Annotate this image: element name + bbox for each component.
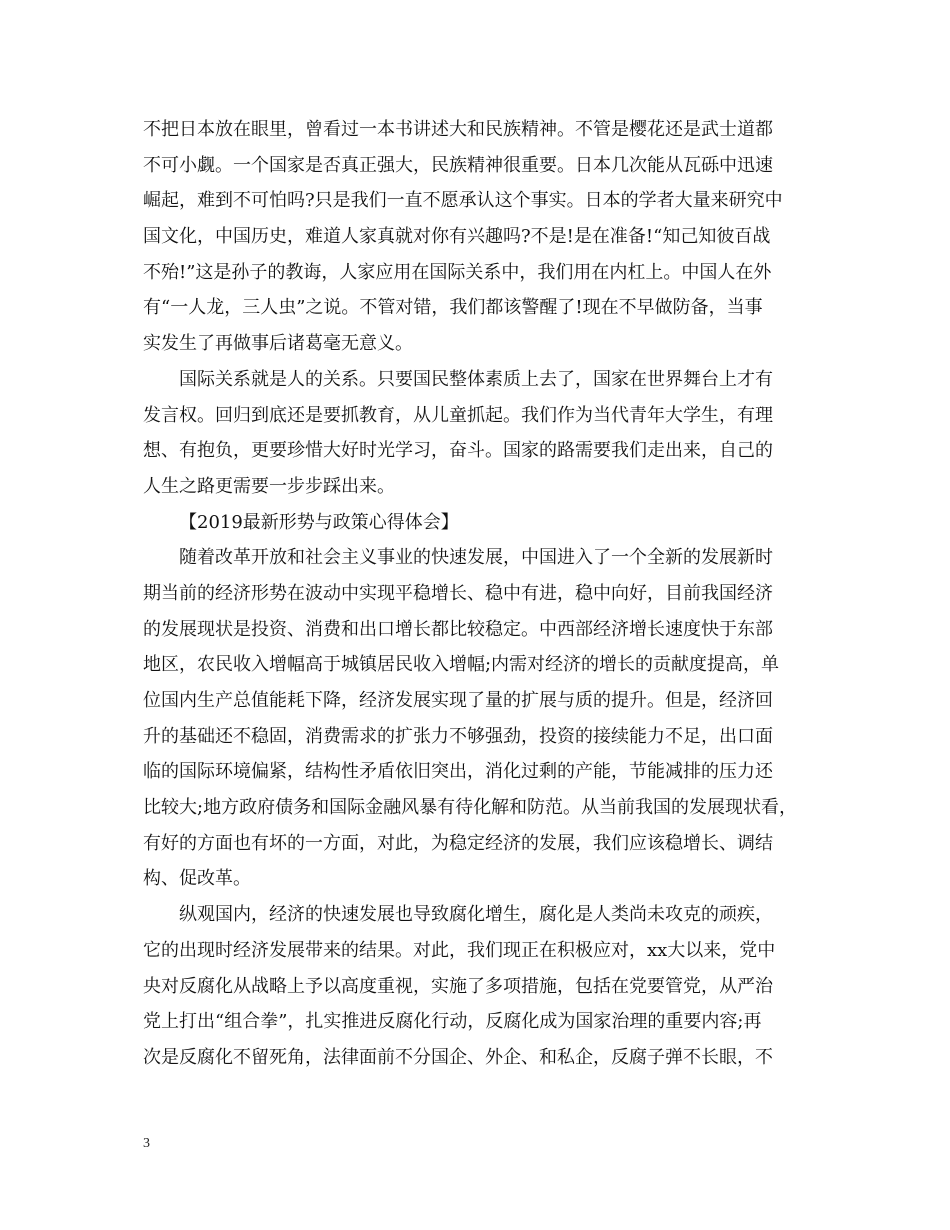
text-line: 国文化，中国历史，难道人家真就对你有兴趣吗?不是!是在准备!“知己知彼百战 <box>143 226 771 248</box>
text-line: 想、有抱负，更要珍惜大好时光学习，奋斗。国家的路需要我们走出来，自己的 <box>143 440 773 462</box>
section-heading: 【2019最新形势与政策心得体会】 <box>179 511 459 533</box>
text-line: 有好的方面也有坏的一方面，对此，为稳定经济的发展，我们应该稳增长、调结 <box>143 832 773 854</box>
text-line: 央对反腐化从战略上予以高度重视，实施了多项措施，包括在党要管党，从严治 <box>143 975 773 997</box>
text-line: 随着改革开放和社会主义事业的快速发展，中国进入了一个全新的发展新时 <box>179 547 773 569</box>
text-line: 纵观国内，经济的快速发展也导致腐化增生，腐化是人类尚未攻克的顽疾， <box>179 904 773 926</box>
text-line: 发言权。回归到底还是要抓教育，从儿童抓起。我们作为当代青年大学生，有理 <box>143 404 773 426</box>
text-line: 比较大;地方政府债务和国际金融风暴有待化解和防范。从当前我国的发展现状看， <box>143 797 798 819</box>
text-line: 次是反腐化不留死角，法律面前不分国企、外企、和私企，反腐子弹不长眼，不 <box>143 1046 773 1068</box>
text-line: 人生之路更需要一步步踩出来。 <box>143 475 395 497</box>
page-number: 3 <box>143 1136 150 1151</box>
text-line: 升的基础还不稳固，消费需求的扩张力不够强劲，投资的接续能力不足，出口面 <box>143 725 773 747</box>
text-line: 不可小觑。一个国家是否真正强大，民族精神很重要。日本几次能从瓦砾中迅速 <box>143 154 773 176</box>
text-line: 实发生了再做事后诸葛毫无意义。 <box>143 333 413 355</box>
text-line: 国际关系就是人的关系。只要国民整体素质上去了，国家在世界舞台上才有 <box>179 368 773 390</box>
text-line: 不把日本放在眼里，曾看过一本书讲述大和民族精神。不管是樱花还是武士道都 <box>143 119 773 140</box>
text-line: 位国内生产总值能耗下降，经济发展实现了量的扩展与质的提升。但是，经济回 <box>143 690 773 711</box>
text-line: 有“一人龙，三人虫”之说。不管对错，我们都该警醒了!现在不早做防备，当事 <box>143 297 763 319</box>
text-line: 构、促改革。 <box>143 868 251 890</box>
text-line: 临的国际环境偏紧，结构性矛盾依旧突出，消化过剩的产能，节能减排的压力还 <box>143 761 773 783</box>
text-line: 地区，农民收入增幅高于城镇居民收入增幅;内需对经济的增长的贡献度提高，单 <box>143 654 780 676</box>
text-line: 崛起，难到不可怕吗?只是我们一直不愿承认这个事实。日本的学者大量来研究中 <box>143 190 783 212</box>
text-line: 的发展现状是投资、消费和出口增长都比较稳定。中西部经济增长速度快于东部 <box>143 618 773 640</box>
text-line: 期当前的经济形势在波动中实现平稳增长、稳中有进，稳中向好，目前我国经济 <box>143 582 773 604</box>
body-text <box>143 112 815 1076</box>
text-line: 党上打出“组合拳”，扎实推进反腐化行动，反腐化成为国家治理的重要内容;再 <box>143 1011 762 1033</box>
text-line: 它的出现时经济发展带来的结果。对此，我们现正在积极应对，xx大以来，党中 <box>143 939 776 961</box>
text-line: 不殆!”这是孙子的教诲，人家应用在国际关系中，我们用在内杠上。中国人在外 <box>143 261 772 283</box>
